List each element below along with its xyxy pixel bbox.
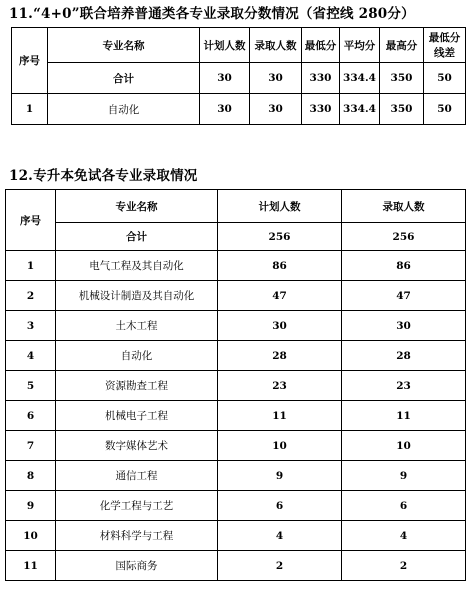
- table-row: [6, 461, 466, 491]
- row-plan: 47: [218, 281, 342, 311]
- row-major: 土木工程: [56, 311, 218, 341]
- row-major: 电气工程及其自动化: [56, 251, 218, 281]
- row-plan: 23: [218, 371, 342, 401]
- row-plan: 30: [200, 94, 250, 125]
- row-admitted: 47: [342, 281, 466, 311]
- header-major: 专业名称: [56, 190, 218, 223]
- row-no: 5: [6, 371, 56, 401]
- header-plan: 计划人数: [218, 190, 342, 223]
- total-plan: 256: [218, 223, 342, 251]
- header-min: 最低分: [302, 28, 340, 63]
- row-no: 4: [6, 341, 56, 371]
- row-admitted: 10: [342, 431, 466, 461]
- row-avg: 334.4: [340, 94, 380, 125]
- row-plan: 11: [218, 401, 342, 431]
- section2-title: 12.专升本免试各专业录取情况: [9, 168, 198, 184]
- header-no: 序号: [12, 28, 48, 94]
- total-row: [6, 223, 466, 251]
- total-min: 330: [302, 63, 340, 94]
- total-label: 合计: [56, 223, 218, 251]
- total-row: [12, 63, 466, 94]
- row-major: 国际商务: [56, 551, 218, 581]
- row-major: 自动化: [48, 94, 200, 125]
- row-no: 7: [6, 431, 56, 461]
- row-major: 资源勘查工程: [56, 371, 218, 401]
- row-plan: 9: [218, 461, 342, 491]
- row-no: 3: [6, 311, 56, 341]
- header-avg: 平均分: [340, 28, 380, 63]
- row-admitted: 86: [342, 251, 466, 281]
- row-admitted: 2: [342, 551, 466, 581]
- row-admitted: 30: [250, 94, 302, 125]
- table-row: [6, 371, 466, 401]
- row-no: 8: [6, 461, 56, 491]
- table-row: [6, 491, 466, 521]
- table-row: [6, 431, 466, 461]
- exempt-admission-table: [5, 189, 466, 581]
- table-row: [6, 521, 466, 551]
- table-row: [6, 281, 466, 311]
- table-header-row: [6, 190, 466, 223]
- row-major: 化学工程与工艺: [56, 491, 218, 521]
- row-major: 材料科学与工程: [56, 521, 218, 551]
- total-plan: 30: [200, 63, 250, 94]
- row-admitted: 4: [342, 521, 466, 551]
- row-no: 11: [6, 551, 56, 581]
- total-label: 合计: [48, 63, 200, 94]
- table-row: [6, 551, 466, 581]
- row-plan: 2: [218, 551, 342, 581]
- header-major: 专业名称: [48, 28, 200, 63]
- row-no: 10: [6, 521, 56, 551]
- header-max: 最高分: [380, 28, 424, 63]
- row-admitted: 9: [342, 461, 466, 491]
- row-plan: 10: [218, 431, 342, 461]
- total-admitted: 256: [342, 223, 466, 251]
- row-major: 通信工程: [56, 461, 218, 491]
- admission-score-table: [11, 27, 466, 125]
- row-admitted: 30: [342, 311, 466, 341]
- total-avg: 334.4: [340, 63, 380, 94]
- row-max: 350: [380, 94, 424, 125]
- total-diff: 50: [424, 63, 466, 94]
- section1-title: 11.“4+0”联合培养普通类各专业录取分数情况（省控线 280分）: [9, 6, 415, 22]
- row-major: 自动化: [56, 341, 218, 371]
- header-admitted: 录取人数: [342, 190, 466, 223]
- total-admitted: 30: [250, 63, 302, 94]
- table-row: [12, 94, 466, 125]
- header-plan: 计划人数: [200, 28, 250, 63]
- header-no: 序号: [6, 190, 56, 251]
- row-min: 330: [302, 94, 340, 125]
- row-plan: 28: [218, 341, 342, 371]
- row-admitted: 11: [342, 401, 466, 431]
- table-row: [6, 341, 466, 371]
- row-admitted: 28: [342, 341, 466, 371]
- table-row: [6, 401, 466, 431]
- row-major: 机械设计制造及其自动化: [56, 281, 218, 311]
- row-admitted: 23: [342, 371, 466, 401]
- table-row: [6, 251, 466, 281]
- row-no: 2: [6, 281, 56, 311]
- row-admitted: 6: [342, 491, 466, 521]
- table-header-row: [12, 28, 466, 63]
- row-no: 9: [6, 491, 56, 521]
- row-diff: 50: [424, 94, 466, 125]
- header-diff: 最低分线差: [424, 28, 466, 63]
- table-row: [6, 311, 466, 341]
- row-no: 6: [6, 401, 56, 431]
- row-major: 机械电子工程: [56, 401, 218, 431]
- row-no: 1: [6, 251, 56, 281]
- row-plan: 6: [218, 491, 342, 521]
- row-plan: 4: [218, 521, 342, 551]
- row-plan: 30: [218, 311, 342, 341]
- row-major: 数字媒体艺术: [56, 431, 218, 461]
- row-plan: 86: [218, 251, 342, 281]
- row-no: 1: [12, 94, 48, 125]
- header-admitted: 录取人数: [250, 28, 302, 63]
- total-max: 350: [380, 63, 424, 94]
